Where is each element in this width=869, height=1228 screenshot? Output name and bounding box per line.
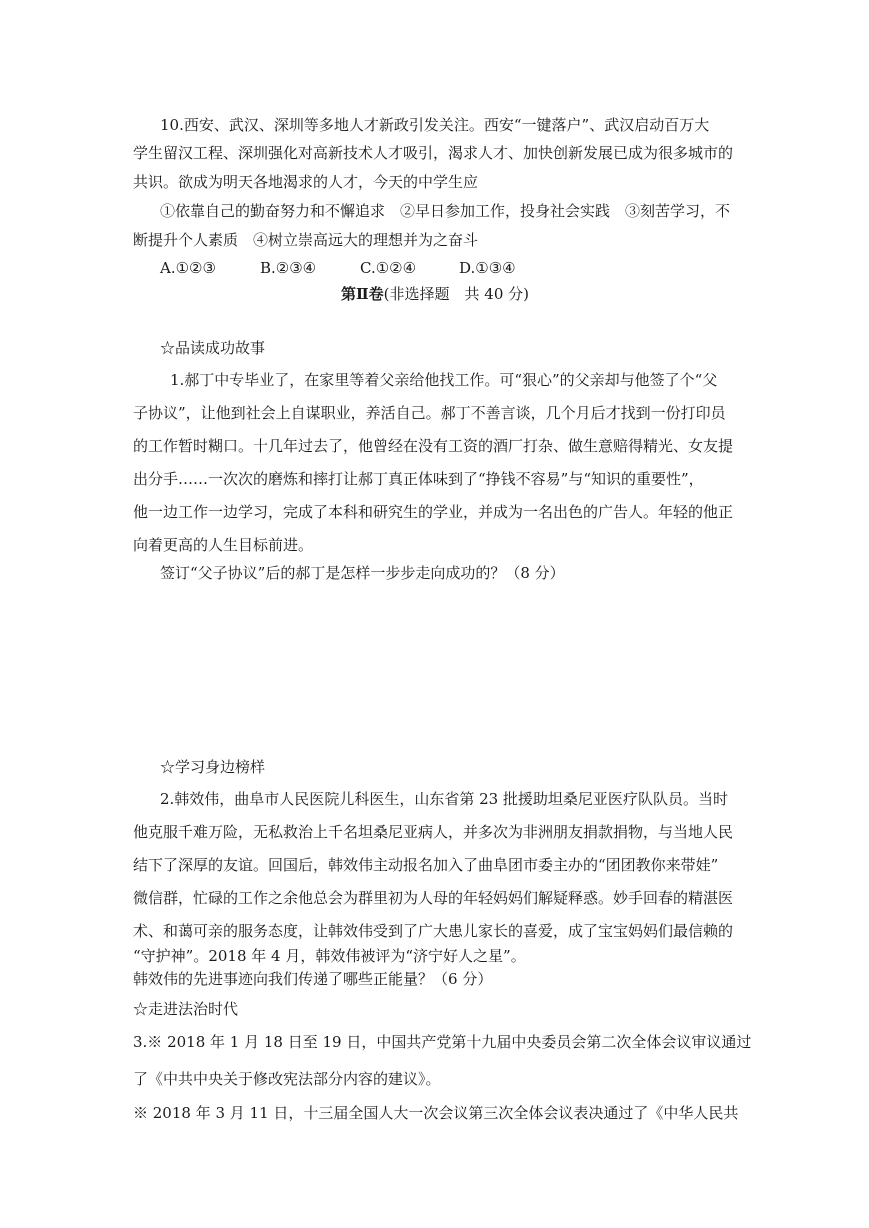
section3-line: 了《中共中央关于修改宪法部分内容的建议》。 [133,1070,441,1088]
section2-line: 微信群，忙碌的工作之余他总会为群里初为人母的年轻妈妈们解疑释惑。妙手回春的精湛医 [133,889,734,907]
part2-subtitle: (非选择题 共 40 分) [383,285,529,303]
q10-line: 学生留汉工程、深圳强化对高新技术人才吸引，渴求人才、加快创新发展已成为很多城市的 [133,144,734,162]
q10-option-a: A.①②③ [160,259,216,277]
section1-line: 向着更高的人生目标前进。 [133,536,314,554]
q10-option-c: C.①②④ [360,259,417,277]
section1-line: 的工作暂时糊口。十几年过去了，他曾经在没有工资的酒厂打杂、做生意赔得精光、女友提 [133,437,734,455]
part2-title: 第Ⅱ卷 [341,285,384,303]
section2-line: 2.韩效伟，曲阜市人民医院儿科医生，山东省第 23 批援助坦桑尼亚医疗队队员。当时 [160,790,728,808]
section2-question: 韩效伟的先进事迹向我们传递了哪些正能量？（6 分） [133,970,493,988]
q10-line: 共识。欲成为明天各地渴求的人才，今天的中学生应 [133,173,479,191]
section1-heading: ☆品读成功故事 [160,339,266,357]
q10-line: 10.西安、武汉、深圳等多地人才新政引发关注。西安“一键落户”、武汉启动百万大 [160,116,710,134]
q10-option-b: B.②③④ [260,259,317,277]
section2-line: 术、和蔼可亲的服务态度，让韩效伟受到了广大患儿家长的喜爱，成了宝宝妈妈们最信赖的 [133,922,734,940]
q10-line: ①依靠自己的勤奋努力和不懈追求 ②早日参加工作，投身社会实践 ③刻苦学习，不 [160,202,731,220]
section3-line: 3.※ 2018 年 1 月 18 日至 19 日，中国共产党第十九届中央委员会第二次全体会议审议通过 [133,1033,752,1051]
section1-question: 签订“父子协议”后的郝丁是怎样一步步走向成功的？（8 分） [160,564,565,582]
section1-line: 出分手……一次次的磨炼和摔打让郝丁真正体味到了“挣钱不容易”与“知识的重要性”， [133,470,704,488]
section1-line: 他一边工作一边学习，完成了本科和研究生的学业，并成为一名出色的广告人。年轻的他正 [133,503,734,521]
section2-line: 他克服千难万险，无私救治上千名坦桑尼亚病人，并多次为非洲朋友捐款捐物，与当地人民 [133,823,734,841]
section3-heading: ☆走进法治时代 [133,1000,239,1018]
section2-line: “守护神”。2018 年 4 月，韩效伟被评为“济宁好人之星”。 [133,947,526,965]
section1-line: 子协议”，让他到社会上自谋职业，养活自己。郝丁不善言谈，几个月后才找到一份打印员 [133,404,726,422]
section2-line: 结下了深厚的友谊。回国后，韩效伟主动报名加入了曲阜团市委主办的“团团教你来带娃” [133,856,719,874]
part2-heading [341,284,529,304]
q10-line: 断提升个人素质 ④树立崇高远大的理想并为之奋斗 [133,231,479,249]
section3-line: ※ 2018 年 3 月 11 日，十三届全国人大一次会议第三次全体会议表决通过了《中华人民共 [133,1104,739,1122]
section2-heading: ☆学习身边榜样 [160,758,266,776]
q10-option-d: D.①③④ [459,259,516,277]
section1-line: 1.郝丁中专毕业了，在家里等着父亲给他找工作。可“狠心”的父亲却与他签了个“父 [170,371,718,389]
